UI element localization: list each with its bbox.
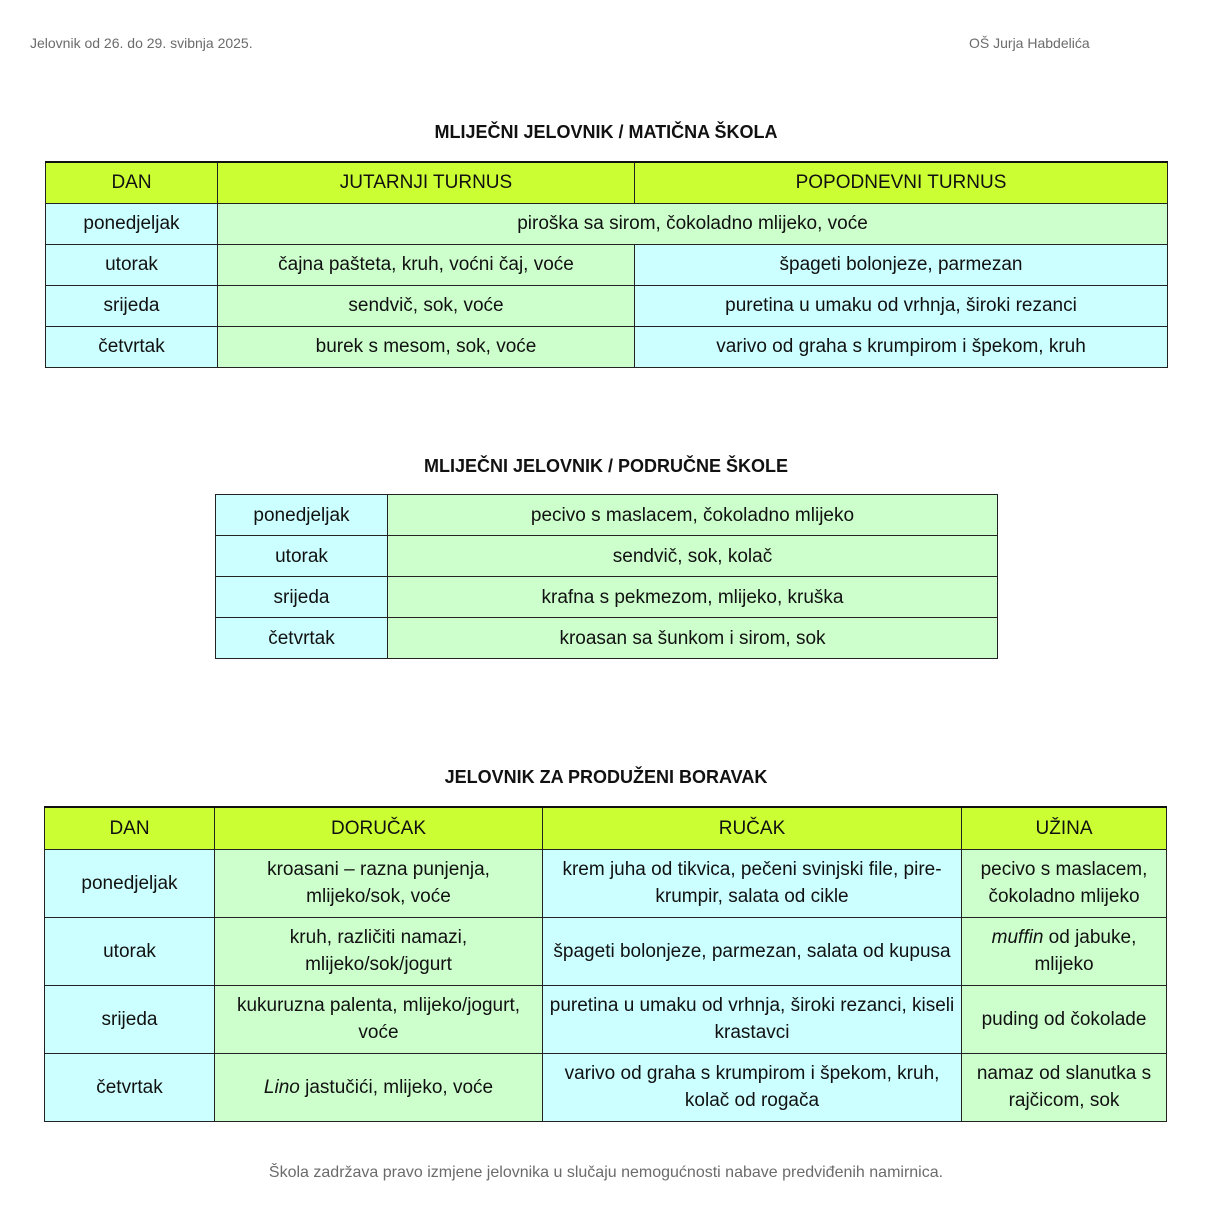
snack-cell xyxy=(962,917,1167,985)
meal-cell: krafna s pekmezom, mlijeko, kruška xyxy=(388,577,998,618)
column-header-afternoon-shift: POPODNEVNI TURNUS xyxy=(635,162,1168,203)
footer-disclaimer: Škola zadržava pravo izmjene jelovnika u slučaju nemogućnosti nabave predviđenih namirnica. xyxy=(268,1164,944,1181)
lunch-cell: krem juha od tikvica, pečeni svinjski file, pire-krumpir, salata od cikle xyxy=(543,849,962,917)
table-row xyxy=(216,577,998,618)
meal-cell: kroasan sa šunkom i sirom, sok xyxy=(388,618,998,659)
snack-italic-text: muffin xyxy=(991,927,1044,948)
breakfast-cell: kruh, različiti namazi, mlijeko/sok/jogurt xyxy=(215,917,543,985)
table-row xyxy=(46,326,1168,367)
day-cell: ponedjeljak xyxy=(216,495,388,536)
afternoon-meal-cell: puretina u umaku od vrhnja, široki rezanci xyxy=(635,285,1168,326)
column-header-day: DAN xyxy=(46,162,218,203)
school-name: OŠ Jurja Habdelića xyxy=(969,35,1090,51)
snack-text: od jabuke, mlijeko xyxy=(1034,927,1137,975)
day-cell: utorak xyxy=(45,917,215,985)
table-row xyxy=(45,985,1167,1053)
snack-cell: namaz od slanutka s rajčicom, sok xyxy=(962,1053,1167,1121)
day-cell: četvrtak xyxy=(46,326,218,367)
breakfast-cell: kukuruzna palenta, mlijeko/jogurt, voće xyxy=(215,985,543,1053)
afternoon-meal-cell: špageti bolonjeze, parmezan xyxy=(635,244,1168,285)
section2-title: MLIJEČNI JELOVNIK / PODRUČNE ŠKOLE xyxy=(423,456,789,476)
breakfast-italic-text: Lino xyxy=(263,1076,300,1098)
combined-meal-cell: piroška sa sirom, čokoladno mlijeko, voće xyxy=(218,203,1168,244)
section3-title: JELOVNIK ZA PRODUŽENI BORAVAK xyxy=(444,767,768,787)
day-cell: četvrtak xyxy=(45,1053,215,1121)
table-row xyxy=(46,285,1168,326)
regional-schools-milk-menu-table xyxy=(215,494,998,659)
column-header-lunch: RUČAK xyxy=(543,807,962,849)
snack-cell: puding od čokolade xyxy=(962,985,1167,1053)
table-row xyxy=(45,1053,1167,1121)
day-cell: ponedjeljak xyxy=(45,849,215,917)
table-row xyxy=(45,917,1167,985)
morning-meal-cell: burek s mesom, sok, voće xyxy=(218,326,635,367)
table-row xyxy=(216,536,998,577)
day-cell: utorak xyxy=(216,536,388,577)
table-row xyxy=(46,203,1168,244)
column-header-snack: UŽINA xyxy=(962,807,1167,849)
day-cell: srijeda xyxy=(46,285,218,326)
section1-title: MLIJEČNI JELOVNIK / MATIČNA ŠKOLA xyxy=(434,122,778,142)
morning-meal-cell: sendvič, sok, voće xyxy=(218,285,635,326)
breakfast-cell: kroasani – razna punjenja, mlijeko/sok, voće xyxy=(215,849,543,917)
extended-stay-menu-table xyxy=(44,806,1167,1122)
breakfast-cell xyxy=(215,1053,543,1121)
meal-cell: pecivo s maslacem, čokoladno mlijeko xyxy=(388,495,998,536)
column-header-morning-shift: JUTARNJI TURNUS xyxy=(218,162,635,203)
meal-cell: sendvič, sok, kolač xyxy=(388,536,998,577)
table-row xyxy=(216,618,998,659)
lunch-cell: špageti bolonjeze, parmezan, salata od kupusa xyxy=(543,917,962,985)
day-cell: ponedjeljak xyxy=(46,203,218,244)
lunch-cell: puretina u umaku od vrhnja, široki rezanci, kiseli krastavci xyxy=(543,985,962,1053)
lunch-cell: varivo od graha s krumpirom i špekom, kruh, kolač od rogača xyxy=(543,1053,962,1121)
table-row xyxy=(216,495,998,536)
day-cell: srijeda xyxy=(216,577,388,618)
morning-meal-cell: čajna pašteta, kruh, voćni čaj, voće xyxy=(218,244,635,285)
document-date-range: Jelovnik od 26. do 29. svibnja 2025. xyxy=(30,35,253,51)
table-row xyxy=(45,849,1167,917)
day-cell: srijeda xyxy=(45,985,215,1053)
afternoon-meal-cell: varivo od graha s krumpirom i špekom, kruh xyxy=(635,326,1168,367)
day-cell: utorak xyxy=(46,244,218,285)
column-header-day: DAN xyxy=(45,807,215,849)
snack-cell: pecivo s maslacem, čokoladno mlijeko xyxy=(962,849,1167,917)
table-header-row xyxy=(46,162,1168,203)
main-school-milk-menu-table xyxy=(45,161,1168,368)
table-header-row xyxy=(45,807,1167,849)
breakfast-text: jastučići, mlijeko, voće xyxy=(299,1076,494,1098)
day-cell: četvrtak xyxy=(216,618,388,659)
column-header-breakfast: DORUČAK xyxy=(215,807,543,849)
table-row xyxy=(46,244,1168,285)
